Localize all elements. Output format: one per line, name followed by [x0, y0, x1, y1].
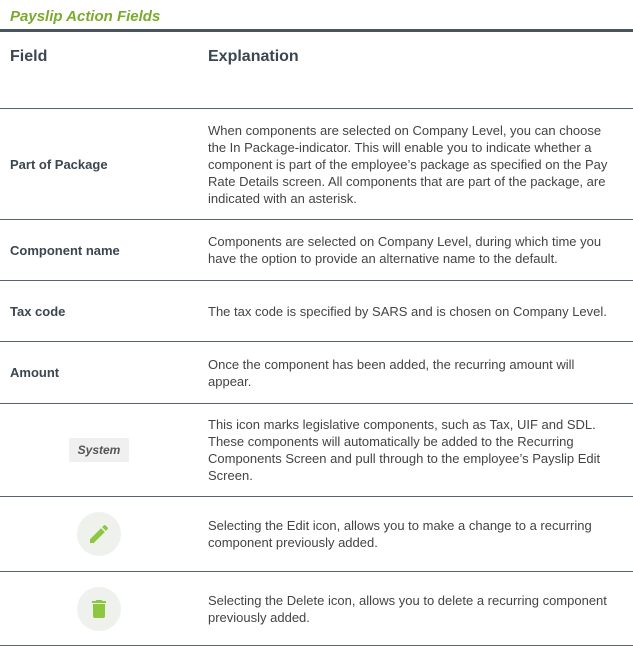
- page-title: Payslip Action Fields: [10, 8, 161, 25]
- table-row: [0, 404, 633, 497]
- explanation-amount: Once the component has been added, the recurring amount will appear.: [198, 342, 633, 404]
- table-row: [0, 220, 633, 281]
- table-row: [0, 109, 633, 220]
- table-row: [0, 497, 633, 572]
- edit-icon[interactable]: [77, 512, 121, 556]
- table-header-row: [0, 32, 633, 109]
- system-badge: System: [69, 438, 130, 462]
- field-part-of-package: Part of Package: [0, 109, 198, 220]
- table-row: [0, 342, 633, 404]
- explanation-part-of-package: When components are selected on Company Level, you can choose the In Package-indicator. This will enable you to indicate whether a component is part of the employee’s package as specified on the Pay Rate Details screen. All components that are part of the package, are indicated with an asterisk.: [198, 109, 633, 220]
- header-explanation: Explanation: [198, 32, 633, 109]
- fields-table: [0, 32, 633, 646]
- field-tax-code: Tax code: [0, 281, 198, 342]
- explanation-edit: Selecting the Edit icon, allows you to make a change to a recurring component previously added.: [198, 497, 633, 572]
- field-edit: [0, 497, 198, 572]
- field-system: [0, 404, 198, 497]
- field-amount: Amount: [0, 342, 198, 404]
- explanation-delete: Selecting the Delete icon, allows you to delete a recurring component previously added.: [198, 572, 633, 646]
- field-component-name: Component name: [0, 220, 198, 281]
- table-row: [0, 281, 633, 342]
- delete-icon[interactable]: [77, 587, 121, 631]
- explanation-tax-code: The tax code is specified by SARS and is chosen on Company Level.: [198, 281, 633, 342]
- explanation-component-name: Components are selected on Company Level, during which time you have the option to provide an alternative name to the default.: [198, 220, 633, 281]
- table-row: [0, 572, 633, 646]
- explanation-system: This icon marks legislative components, such as Tax, UIF and SDL. These components will automatically be added to the Recurring Components Screen and pull through to the employee’s Payslip Edit Screen.: [198, 404, 633, 497]
- field-delete: [0, 572, 198, 646]
- header-field: Field: [0, 32, 198, 109]
